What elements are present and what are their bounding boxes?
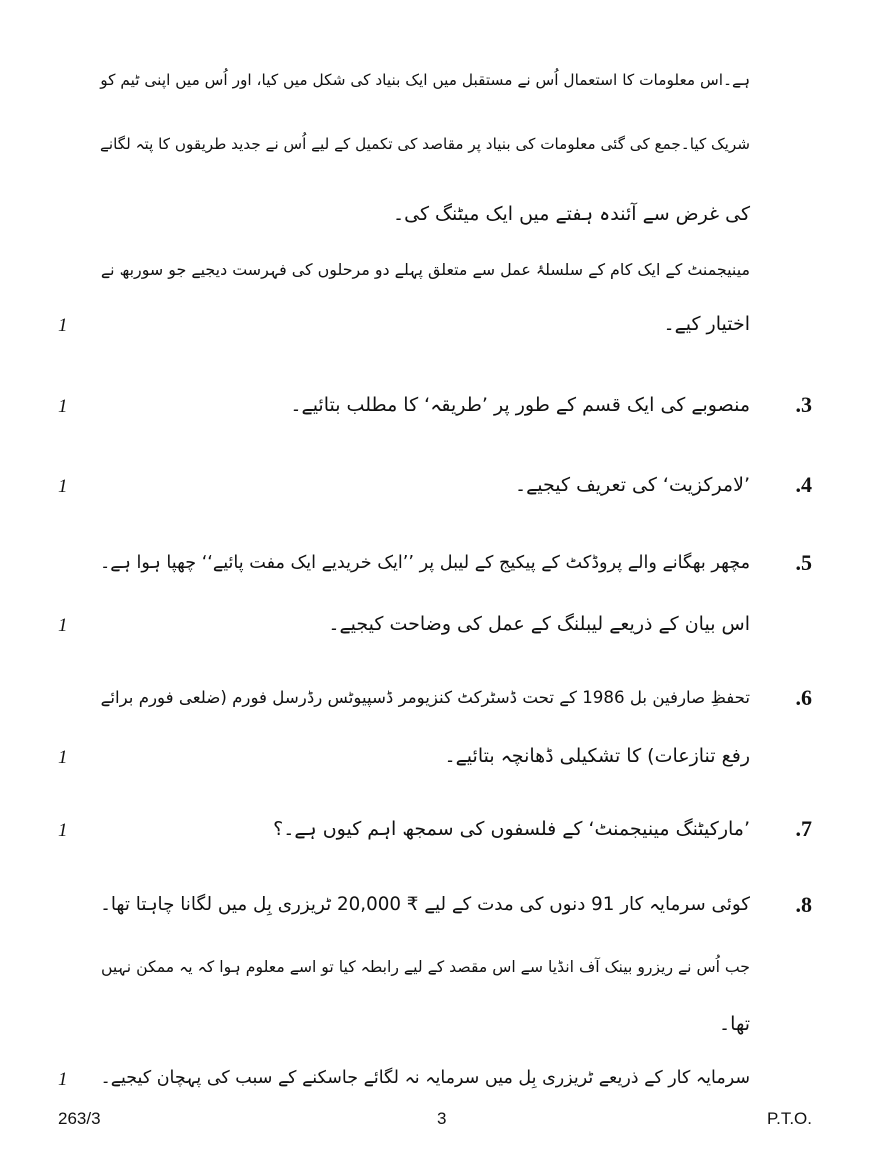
text-line: مینیجمنٹ کے ایک کام کے سلسلۂ عمل سے متعلق پہلے دو مرحلوں کی فہرست دیجیے جو سوربھ نے — [100, 260, 750, 279]
text-line: ہے۔اس معلومات کا استعمال اُس نے مستقبل میں ایک بنیاد کی شکل میں کیا، اور اُس میں اپنی ٹیم کو — [100, 71, 750, 89]
marks-label: 1 — [58, 1069, 68, 1090]
question-number: 5. — [795, 550, 812, 575]
question-text: مچھر بھگانے والے پروڈکٹ کے پیکیج کے لیبل پر ’’ایک خریدیے ایک مفت پائیے‘‘ چھپا ہوا ہے۔ — [99, 553, 750, 573]
text-line: اختیار کیے۔ — [663, 313, 750, 335]
marks-label: 1 — [58, 315, 68, 336]
question-text: کوئی سرمایہ کار 91 دنوں کی مدت کے لیے ₹ 20,000 ٹریزری بِل میں لگانا چاہتا تھا۔ — [100, 894, 750, 915]
marks-label: 1 — [58, 476, 68, 497]
please-turn-over-label: P.T.O. — [766, 1109, 812, 1128]
marks-label: 1 — [58, 820, 68, 841]
text-line: کی غرض سے آئندہ ہفتے میں ایک میٹنگ کی۔ — [392, 203, 750, 225]
text-line: شریک کیا۔جمع کی گئی معلومات کی بنیاد پر مقاصد کی تکمیل کے لیے اُس نے جدید طریقوں کا پتہ لگانے — [99, 135, 750, 153]
marks-label: 1 — [58, 615, 68, 636]
question-number: 6. — [795, 685, 812, 710]
question-text: رفع تنازعات) کا تشکیلی ڈھانچہ بتائیے۔ — [444, 745, 750, 767]
paper-code: 263/3 — [58, 1109, 101, 1128]
question-text: ’مارکیٹنگ مینیجمنٹ‘ کے فلسفوں کی سمجھ اہم کیوں ہے۔؟ — [273, 818, 750, 840]
question-text: منصوبے کی ایک قسم کے طور پر ’طریقہ‘ کا مطلب بتائیے۔ — [290, 394, 750, 416]
question-text: تحفظِ صارفین بل 1986 کے تحت ڈسٹرکٹ کنزیومر ڈسپیوٹس رڈرسل فورم (ضلعی فورم برائے — [100, 688, 750, 707]
question-text: ’لامرکزیت‘ کی تعریف کیجیے۔ — [515, 474, 750, 496]
question-text: تھا۔ — [719, 1013, 750, 1035]
question-text: جب اُس نے ریزرو بینک آف انڈیا سے اس مقصد کے لیے رابطہ کیا تو اسے معلوم ہوا کہ یہ ممکن نہیں — [100, 957, 750, 976]
question-number: 8. — [795, 892, 812, 917]
marks-label: 1 — [58, 747, 68, 768]
page-number: 3 — [437, 1109, 447, 1128]
question-number: 4. — [795, 472, 812, 497]
question-number: 3. — [795, 392, 812, 417]
question-text: سرمایہ کار کے ذریعے ٹریزری بِل میں سرمایہ نہ لگائے جاسکنے کے سبب کی پہچان کیجیے۔ — [100, 1068, 750, 1088]
question-number: 7. — [795, 816, 812, 841]
marks-label: 1 — [58, 396, 68, 417]
question-text: اس بیان کے ذریعے لیبلنگ کے عمل کی وضاحت کیجیے۔ — [328, 613, 750, 635]
